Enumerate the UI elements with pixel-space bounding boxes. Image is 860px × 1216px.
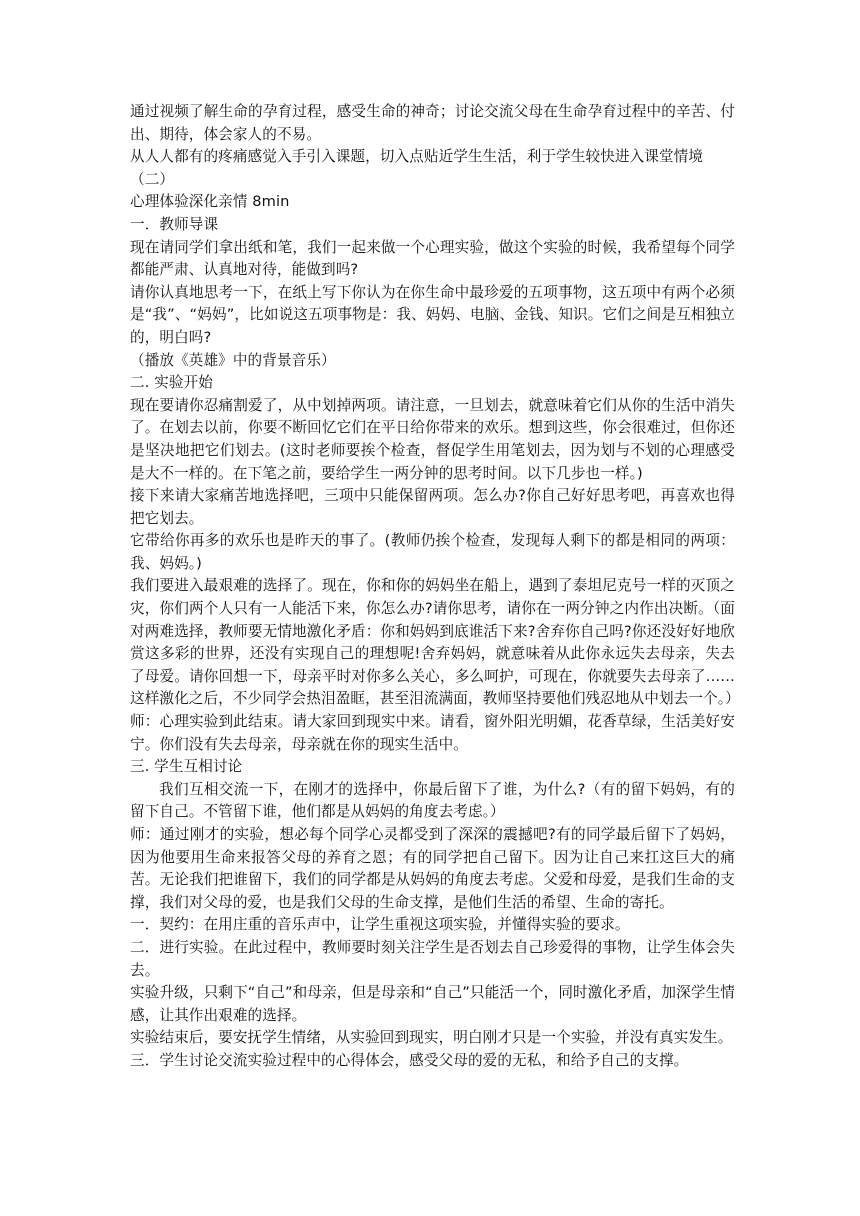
paragraph-five-items: 请你认真地思考一下，在纸上写下你认为在你生命中最珍爱的五项事物，这五项中有两个必须是“我”、“妈妈”，比如说这五项事物是：我、妈妈、电脑、金钱、知识。它们之间是互相独立的，明白吗? — [130, 283, 735, 346]
heading-experiment-start: 二. 实验开始 — [130, 374, 213, 392]
section-title: 心理体验深化亲情 8min — [130, 193, 290, 211]
section-number: （二） — [130, 170, 175, 188]
paragraph-intro-video: 通过视频了解生命的孕育过程，感受生命的神奇；讨论交流父母在生命孕育过程中的辛苦、付出、期待，体会家人的不易。 — [130, 103, 735, 143]
document-body — [130, 101, 740, 1073]
heading-teacher-intro: 一．教师导课 — [130, 215, 219, 233]
paragraph-keep-two: 接下来请大家痛苦地选择吧，三项中只能保留两项。怎么办?你自己好好思考吧，再喜欢也得把它划去。 — [130, 487, 735, 527]
paragraph-comfort: 实验结束后，要安抚学生情绪，从实验回到现实，明白刚才只是一个实验，并没有真实发生。 — [130, 1029, 733, 1047]
paragraph-contract: 一．契约：在用庄重的音乐声中，让学生重视这项实验，并懂得实验的要求。 — [130, 916, 630, 934]
paragraph-share-feelings: 三．学生讨论交流实验过程中的心得体会，感受父母的爱的无私，和给予自己的支撑。 — [130, 1051, 689, 1069]
paragraph-conduct-experiment: 二．进行实验。在此过程中，教师要时刻关注学生是否划去自己珍爱得的事物，让学生体会失去。 — [130, 938, 735, 979]
paragraph-intro-pain: 从人人都有的疼痛感觉入手引入课题，切入点贴近学生生活，利于学生较快进入课堂情境 — [130, 148, 704, 166]
paragraph-teacher-summary: 师：通过刚才的实验，想必每个同学心灵都受到了深深的震撼吧?有的同学最后留下了妈妈，因为他要用生命来报答父母的养育之恩；有的同学把自己留下。因为让自己来扛这巨大的痛苦。无论我们把谁留下，我们的同学都是从妈妈的角度去考虑。父爱和母爱，是我们生命的支撑，我们对父母的爱，也是我们父母的生命支撑，是他们生活的希望、生命的寄托。 — [130, 826, 735, 911]
paragraph-cross-two: 现在要请你忍痛割爱了，从中划掉两项。请注意，一旦划去，就意味着它们从你的生活中消失了。在划去以前，你要不断回忆它们在平日给你带来的欢乐。想到这些，你会很难过，但你还是坚决地把它们划去。(这时老师要挨个检查，督促学生用笔划去，因为划与不划的心理感受是大不一样的。在下笔之前，要给学生一两分钟的思考时间。以下几步也一样。) — [130, 396, 735, 482]
paragraph-experiment-end: 师：心理实验到此结束。请大家回到现实中来。请看，窗外阳光明媚，花香草绿，生活美好安宁。你们没有失去母亲，母亲就在你的现实生活中。 — [130, 713, 735, 753]
paragraph-hardest-choice: 我们要进入最艰难的选择了。现在，你和你的妈妈坐在船上，遇到了泰坦尼克号一样的灭顶之灾，你们两个人只有一人能活下来，你怎么办?请你思考，请你在一两分钟之内作出决断。（面对两难选择，教师要无情地激化矛盾：你和妈妈到底谁活下来?舍弃你自己吗?你还没好好地欣赏这多彩的世界，还没有实现自己的理想呢!舍弃妈妈，就意味着从此你永远失去母亲，失去了母爱。请你回想一下，母亲平时对你多么关心，多么呵护，可现在，你就要失去母亲了……这样激化之后，不少同学会热泪盈眶，甚至泪流满面，教师坚持要他们残忍地从中划去一个。） — [130, 577, 740, 708]
paragraph-exchange: 我们互相交流一下，在刚才的选择中，你最后留下了谁，为什么?（有的留下妈妈，有的留下自己。不管留下谁，他们都是从妈妈的角度去考虑。） — [130, 780, 735, 821]
paragraph-music: （播放《英雄》中的背景音乐） — [130, 351, 336, 369]
heading-discussion: 三. 学生互相讨论 — [130, 758, 243, 776]
paragraph-upgrade: 实验升级，只剩下“自己”和母亲，但是母亲和“自己”只能活一个，同时激化矛盾，加深学生情感，让其作出艰难的选择。 — [130, 984, 735, 1024]
paragraph-instructions: 现在请同学们拿出纸和笔，我们一起来做一个心理实验，做这个实验的时候，我希望每个同学都能严肃、认真地对待，能做到吗? — [130, 238, 735, 279]
paragraph-yesterday: 它带给你再多的欢乐也是昨天的事了。(教师仍挨个检查，发现每人剩下的都是相同的两项：我、妈妈。) — [130, 532, 735, 572]
